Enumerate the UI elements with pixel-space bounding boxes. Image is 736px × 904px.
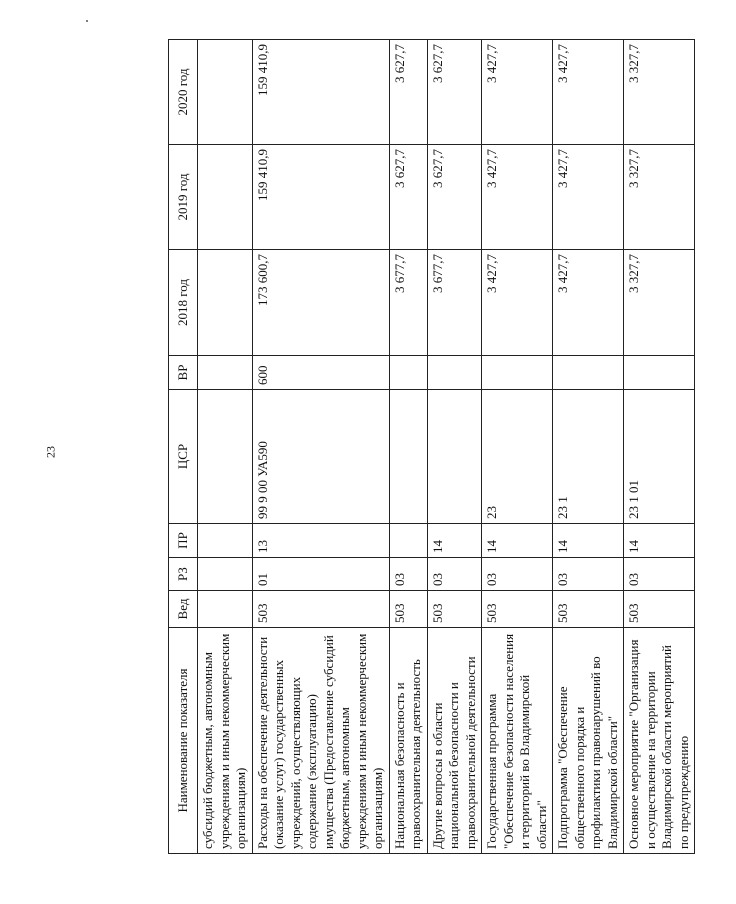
cell-2018: 3 677,7 bbox=[389, 250, 427, 356]
cell-2018: 3 677,7 bbox=[427, 250, 482, 356]
cell-name: Другие вопросы в области национальной безопасности и правоохранительной деятельности bbox=[427, 628, 482, 854]
cell-pr bbox=[389, 524, 427, 558]
cell-2018: 3 427,7 bbox=[553, 250, 624, 356]
table-row bbox=[389, 40, 427, 854]
header-rz: РЗ bbox=[169, 558, 198, 591]
header-2018: 2018 год bbox=[169, 250, 198, 356]
cell-2020: 3 627,7 bbox=[427, 40, 482, 145]
cell-2020: 3 327,7 bbox=[624, 40, 695, 145]
cell-name: Основное мероприятие "Организация и осуществление на территории Владимирской области мероприятий по предупреждению bbox=[624, 628, 695, 854]
cell-csr bbox=[427, 390, 482, 524]
cell-csr bbox=[389, 390, 427, 524]
cell-2019: 3 427,7 bbox=[553, 145, 624, 250]
table-header-row bbox=[169, 40, 198, 854]
table-row bbox=[252, 40, 389, 854]
budget-table-sheet bbox=[168, 40, 736, 854]
cell-2018 bbox=[198, 250, 253, 356]
cell-vr bbox=[624, 356, 695, 390]
cell-rz: 01 bbox=[252, 558, 389, 591]
page-number: 23 bbox=[43, 446, 58, 458]
cell-name: Государственная программа "Обеспечение безопасности населения и территорий во Владимирской области" bbox=[482, 628, 553, 854]
cell-name: субсидий бюджетным, автономным учреждениям и иным некоммерческим организациям) bbox=[198, 628, 253, 854]
cell-2020: 3 627,7 bbox=[389, 40, 427, 145]
cell-ved bbox=[198, 591, 253, 628]
cell-pr bbox=[198, 524, 253, 558]
cell-ved: 503 bbox=[553, 591, 624, 628]
cell-2019: 159 410,9 bbox=[252, 145, 389, 250]
cell-rz: 03 bbox=[553, 558, 624, 591]
cell-2019: 3 427,7 bbox=[482, 145, 553, 250]
cell-ved: 503 bbox=[252, 591, 389, 628]
cell-pr: 14 bbox=[624, 524, 695, 558]
header-2020: 2020 год bbox=[169, 40, 198, 145]
cell-2019: 3 627,7 bbox=[427, 145, 482, 250]
cell-2018: 173 600,7 bbox=[252, 250, 389, 356]
cell-csr: 23 1 bbox=[553, 390, 624, 524]
cell-2019: 3 627,7 bbox=[389, 145, 427, 250]
cell-2018: 3 427,7 bbox=[482, 250, 553, 356]
cell-name: Расходы на обеспечение деятельности (оказание услуг) государственных учреждений, осуществляющих содержание (эксплуатацию) имущества (Предоставление субсидий бюджетным, автономным учреждениям и иным некоммерческим организациям) bbox=[252, 628, 389, 854]
cell-rz: 03 bbox=[427, 558, 482, 591]
header-name: Наименование показателя bbox=[169, 628, 198, 854]
cell-2018: 3 327,7 bbox=[624, 250, 695, 356]
cell-csr: 99 9 00 УА590 bbox=[252, 390, 389, 524]
header-pr: ПР bbox=[169, 524, 198, 558]
cell-pr: 13 bbox=[252, 524, 389, 558]
table-row bbox=[482, 40, 553, 854]
cell-pr: 14 bbox=[427, 524, 482, 558]
cell-csr bbox=[198, 390, 253, 524]
cell-vr bbox=[389, 356, 427, 390]
header-csr: ЦСР bbox=[169, 390, 198, 524]
cell-2019: 3 327,7 bbox=[624, 145, 695, 250]
cell-vr: 600 bbox=[252, 356, 389, 390]
cell-2020 bbox=[198, 40, 253, 145]
cell-name: Национальная безопасность и правоохранительная деятельность bbox=[389, 628, 427, 854]
cell-vr bbox=[427, 356, 482, 390]
cell-pr: 14 bbox=[482, 524, 553, 558]
cell-name: Подпрограмма "Обеспечение общественного порядка и профилактики правонарушений во Владимирской области" bbox=[553, 628, 624, 854]
cell-rz: 03 bbox=[482, 558, 553, 591]
header-vr: ВР bbox=[169, 356, 198, 390]
table-row bbox=[198, 40, 253, 854]
table-row bbox=[427, 40, 482, 854]
budget-table bbox=[168, 39, 695, 854]
header-2019: 2019 год bbox=[169, 145, 198, 250]
cell-ved: 503 bbox=[482, 591, 553, 628]
cell-2020: 159 410,9 bbox=[252, 40, 389, 145]
cell-vr bbox=[198, 356, 253, 390]
table-row bbox=[553, 40, 624, 854]
cell-csr: 23 bbox=[482, 390, 553, 524]
cell-vr bbox=[482, 356, 553, 390]
cell-csr: 23 1 01 bbox=[624, 390, 695, 524]
header-ved: Вед bbox=[169, 591, 198, 628]
cell-ved: 503 bbox=[427, 591, 482, 628]
cell-2019 bbox=[198, 145, 253, 250]
cell-vr bbox=[553, 356, 624, 390]
cell-rz: 03 bbox=[624, 558, 695, 591]
cell-2020: 3 427,7 bbox=[553, 40, 624, 145]
scan-speck bbox=[86, 20, 88, 22]
cell-ved: 503 bbox=[389, 591, 427, 628]
cell-pr: 14 bbox=[553, 524, 624, 558]
cell-2020: 3 427,7 bbox=[482, 40, 553, 145]
cell-ved: 503 bbox=[624, 591, 695, 628]
cell-rz bbox=[198, 558, 253, 591]
table-row bbox=[624, 40, 695, 854]
cell-rz: 03 bbox=[389, 558, 427, 591]
